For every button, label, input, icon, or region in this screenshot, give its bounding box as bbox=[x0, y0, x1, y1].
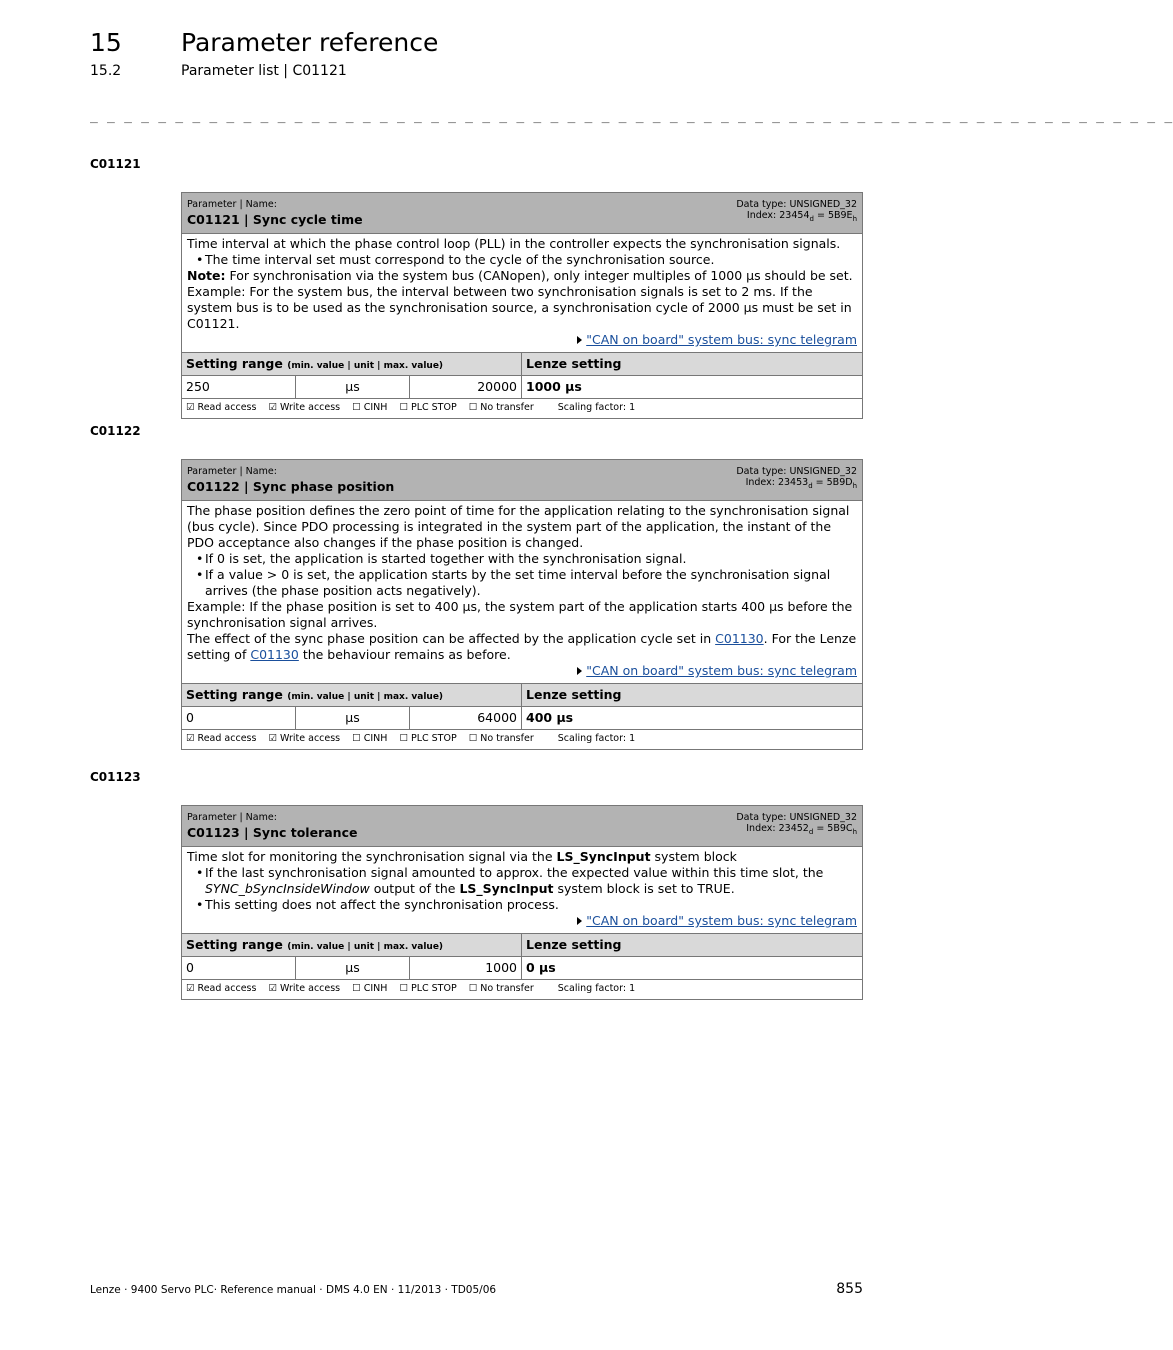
arrow-right-icon bbox=[577, 336, 582, 344]
cinh-checkbox: ☐ CINH bbox=[352, 402, 388, 413]
no-transfer-checkbox: ☐ No transfer bbox=[468, 733, 534, 744]
read-access-checkbox: ☑ Read access bbox=[186, 733, 257, 744]
c01130-link[interactable]: C01130 bbox=[715, 631, 764, 646]
param-name: C01123 | Sync tolerance bbox=[187, 825, 358, 840]
read-access-checkbox: ☑ Read access bbox=[186, 402, 257, 413]
lenze-setting-label: Lenze setting bbox=[526, 687, 622, 702]
unit: µs bbox=[296, 707, 410, 729]
data-type: Data type: UNSIGNED_32 bbox=[736, 199, 857, 210]
bullet-item: • If a value > 0 is set, the application starts by the set time interval before the synchronisation signal arrives (the phase position acts negatively). bbox=[187, 567, 857, 599]
note: Note: For synchronisation via the system bus (CANopen), only integer multiples of 1000 µs should be set. bbox=[187, 268, 853, 283]
param-name: C01122 | Sync phase position bbox=[187, 479, 395, 494]
no-transfer-checkbox: ☐ No transfer bbox=[468, 983, 534, 994]
param-table-c01121 bbox=[181, 192, 863, 419]
example-text: Example: For the system bus, the interval between two synchronisation signals is set to 2 ms. If the system bus is to be used as the synchronisation source, a synchronisation cycle of 2000 µs must be set in C01121. bbox=[187, 284, 852, 331]
scaling-factor: Scaling factor: 1 bbox=[557, 983, 636, 994]
header-rule: _ _ _ _ _ _ _ _ _ _ _ _ _ _ _ _ _ _ _ _ _ _ _ _ _ _ _ _ _ _ _ _ _ _ _ _ _ _ _ _ _ _ _ _ _ _ _ _ _ _ _ _ _ _ _ _ _ _ _ _ _ _ _ _ bbox=[90, 109, 1173, 124]
param-index: Index: $23453_d = 5B9D_h$ bbox=[745, 477, 857, 490]
param-label: Parameter | Name: bbox=[187, 812, 277, 823]
footer-text: Lenze · 9400 Servo PLC· Reference manual · DMS 4.0 EN · 11/2013 · TD05/06 bbox=[90, 1284, 497, 1296]
chapter-number: 15 bbox=[90, 28, 122, 57]
max-value: 1000 bbox=[410, 957, 522, 979]
param-index: Index: $23452_d = 5B9C_h$ bbox=[746, 823, 857, 836]
access-flags bbox=[182, 399, 862, 418]
setting-range-label: Setting range (min. value | unit | max. value) bbox=[182, 934, 522, 956]
arrow-right-icon bbox=[577, 667, 582, 675]
param-header bbox=[182, 193, 862, 234]
default-value: 400 µs bbox=[526, 710, 574, 725]
write-access-checkbox: ☑ Write access bbox=[268, 733, 341, 744]
param-label: Parameter | Name: bbox=[187, 199, 277, 210]
arrow-right-icon bbox=[577, 917, 582, 925]
max-value: 20000 bbox=[410, 376, 522, 398]
param-description bbox=[182, 234, 862, 352]
param-header bbox=[182, 460, 862, 501]
bullet-item: • If the last synchronisation signal amounted to approx. the expected value within this time slot, the SYNC_bSyncInsideWindow output of the LS_SyncInput system block is set to TRUE. bbox=[187, 865, 857, 897]
min-value: 0 bbox=[182, 707, 296, 729]
heading-c01123: C01123 bbox=[90, 770, 141, 784]
chapter-title: Parameter reference bbox=[181, 28, 439, 57]
scaling-factor: Scaling factor: 1 bbox=[557, 402, 636, 413]
access-flags bbox=[182, 980, 862, 999]
setting-range-label: Setting range (min. value | unit | max. value) bbox=[182, 353, 522, 375]
desc-text: Time slot for monitoring the synchronisation signal via the LS_SyncInput system block bbox=[187, 849, 737, 864]
desc-text: The phase position defines the zero point of time for the application relating to the synchronisation signal (bus cycle). Since PDO processing is integrated in the system part of the application, the instant of the PDO acceptance also changes if the phase position is changed. bbox=[187, 503, 850, 550]
effect-text: The effect of the sync phase position can be affected by the application cycle set in C01130. For the Lenze setting of C01130 the behaviour remains as before. bbox=[187, 631, 857, 662]
write-access-checkbox: ☑ Write access bbox=[268, 983, 341, 994]
max-value: 64000 bbox=[410, 707, 522, 729]
link-line bbox=[187, 663, 857, 679]
range-values bbox=[182, 376, 862, 399]
section-title: Parameter list | C01121 bbox=[181, 63, 347, 79]
param-table-c01122 bbox=[181, 459, 863, 750]
range-values bbox=[182, 957, 862, 980]
range-values bbox=[182, 707, 862, 730]
bullet-item: • If 0 is set, the application is started together with the synchronisation signal. bbox=[187, 551, 857, 567]
range-header bbox=[182, 933, 862, 957]
page-number: 855 bbox=[836, 1281, 863, 1297]
default-value: 0 µs bbox=[526, 960, 556, 975]
setting-range-label: Setting range (min. value | unit | max. value) bbox=[182, 684, 522, 706]
plc-stop-checkbox: ☐ PLC STOP bbox=[399, 983, 457, 994]
param-index: Index: $23454_d = 5B9E_h$ bbox=[746, 210, 857, 223]
default-value: 1000 µs bbox=[526, 379, 582, 394]
bullet-item: • The time interval set must correspond to the cycle of the synchronisation source. bbox=[187, 252, 857, 268]
range-header bbox=[182, 352, 862, 376]
lenze-setting-label: Lenze setting bbox=[526, 356, 622, 371]
link-line bbox=[187, 332, 857, 348]
data-type: Data type: UNSIGNED_32 bbox=[736, 812, 857, 823]
sync-telegram-link[interactable]: "CAN on board" system bus: sync telegram bbox=[586, 663, 857, 678]
unit: µs bbox=[296, 957, 410, 979]
range-header bbox=[182, 683, 862, 707]
param-table-c01123 bbox=[181, 805, 863, 1000]
min-value: 0 bbox=[182, 957, 296, 979]
bullet-item: • This setting does not affect the synchronisation process. bbox=[187, 897, 857, 913]
plc-stop-checkbox: ☐ PLC STOP bbox=[399, 402, 457, 413]
sync-telegram-link[interactable]: "CAN on board" system bus: sync telegram bbox=[586, 332, 857, 347]
cinh-checkbox: ☐ CINH bbox=[352, 733, 388, 744]
access-flags bbox=[182, 730, 862, 749]
example-text: Example: If the phase position is set to 400 µs, the system part of the application starts 400 µs before the synchronisation signal arrives. bbox=[187, 599, 853, 630]
lenze-setting-label: Lenze setting bbox=[526, 937, 622, 952]
param-name: C01121 | Sync cycle time bbox=[187, 212, 363, 227]
param-description bbox=[182, 501, 862, 683]
desc-text: Time interval at which the phase control loop (PLL) in the controller expects the synchronisation signals. bbox=[187, 236, 841, 251]
min-value: 250 bbox=[182, 376, 296, 398]
section-number: 15.2 bbox=[90, 63, 122, 79]
link-line bbox=[187, 913, 857, 929]
plc-stop-checkbox: ☐ PLC STOP bbox=[399, 733, 457, 744]
param-description bbox=[182, 847, 862, 933]
param-label: Parameter | Name: bbox=[187, 466, 277, 477]
write-access-checkbox: ☑ Write access bbox=[268, 402, 341, 413]
sync-telegram-link[interactable]: "CAN on board" system bus: sync telegram bbox=[586, 913, 857, 928]
cinh-checkbox: ☐ CINH bbox=[352, 983, 388, 994]
no-transfer-checkbox: ☐ No transfer bbox=[468, 402, 534, 413]
data-type: Data type: UNSIGNED_32 bbox=[736, 466, 857, 477]
unit: µs bbox=[296, 376, 410, 398]
c01130-link[interactable]: C01130 bbox=[250, 647, 299, 662]
scaling-factor: Scaling factor: 1 bbox=[557, 733, 636, 744]
heading-c01122: C01122 bbox=[90, 424, 141, 438]
read-access-checkbox: ☑ Read access bbox=[186, 983, 257, 994]
param-header bbox=[182, 806, 862, 847]
heading-c01121: C01121 bbox=[90, 157, 141, 171]
